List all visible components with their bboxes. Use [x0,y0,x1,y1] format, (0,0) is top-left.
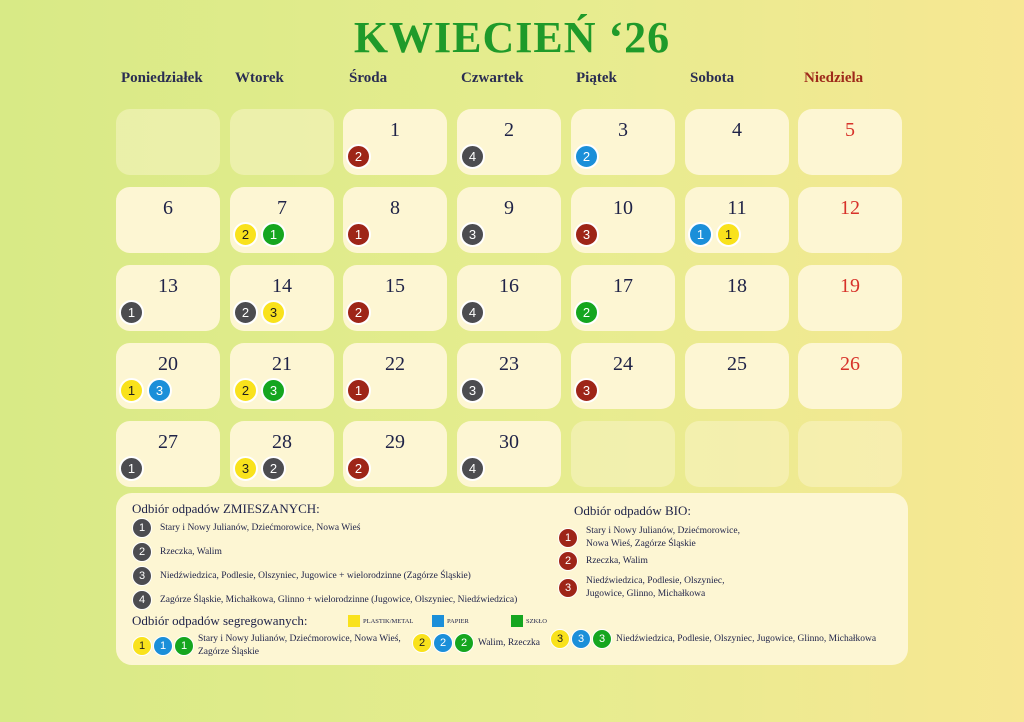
paper-collection-badge: 1 [153,636,173,656]
glass-collection-badge: 2 [574,300,599,325]
day-cell [798,265,902,331]
collection-badges [119,300,144,325]
mixed-legend-item [132,542,222,562]
day-cell [343,343,447,409]
day-cell [457,421,561,487]
day-number: 22 [385,353,405,375]
paper-collection-badge: 3 [147,378,172,403]
day-number: 24 [613,353,633,375]
day-number: 12 [840,197,860,219]
day-cell [116,421,220,487]
day-cell [457,343,561,409]
glass-collection-badge: 3 [261,378,286,403]
segregated-badges [550,629,612,649]
weekday-header: Wtorek [235,70,284,86]
day-cell [457,109,561,175]
plastic-collection-badge: 2 [233,378,258,403]
bio-collection-badge: 1 [346,378,371,403]
collection-badges [346,378,371,403]
weekday-header: Piątek [576,70,617,86]
segregated-legend-item [132,633,401,659]
bio-collection-badge: 2 [346,300,371,325]
day-number: 14 [272,275,292,297]
day-number: 27 [158,431,178,453]
segregated-legend-item [412,633,540,653]
page-title: KWIECIEŃ ‘26 [353,13,671,62]
day-number: 5 [845,119,855,141]
paper-collection-badge: 1 [688,222,713,247]
collection-badges [574,144,599,169]
mixed-collection-badge: 4 [460,300,485,325]
bio-collection-badge: 1 [346,222,371,247]
collection-badges [346,222,371,247]
day-number: 3 [618,119,628,141]
legend-text-line: Rzeczka, Walim [586,555,648,566]
day-cell [230,343,334,409]
paper-collection-badge: 3 [571,629,591,649]
collection-badges [233,300,286,325]
mixed-legend-item [132,590,517,610]
day-number: 13 [158,275,178,297]
day-cell [230,265,334,331]
plastic-collection-badge: 3 [233,456,258,481]
segregated-badges [132,636,194,656]
mixed-waste-heading: Odbiór odpadów ZMIESZANYCH: [132,501,320,516]
legend-text [478,637,540,650]
empty-day-cell [685,421,789,487]
legend-text: Niedźwiedzica, Podlesie, Olszyniec, Jugowice + wielorodzinne (Zagórze Śląskie) [160,570,471,581]
segregated-waste-heading: Odbiór odpadów segregowanych: [132,613,308,628]
day-cell [685,265,789,331]
legend-text-line: Zagórze Śląskie [198,647,259,657]
empty-day-cell [116,109,220,175]
legend-text-line: Stary i Nowy Julianów, Dziećmorowice, [586,526,740,536]
plastic-collection-badge: 1 [716,222,741,247]
collection-badges [460,144,485,169]
legend-text: Rzeczka, Walim [160,546,222,557]
plastic-collection-badge: 1 [119,378,144,403]
legend-text: Stary i Nowy Julianów, Dziećmorowice, Nowa Wieś [160,522,361,533]
day-number: 21 [272,353,292,375]
mixed-collection-badge: 1 [132,518,152,538]
day-number: 11 [727,197,747,219]
glass-collection-badge: 1 [261,222,286,247]
day-number: 17 [613,275,633,297]
legend-text [198,633,401,659]
mixed-legend-item [132,566,471,586]
glass-collection-badge: 1 [174,636,194,656]
collection-badges [574,378,599,403]
bio-legend-item [558,575,725,601]
glass-collection-badge: 3 [592,629,612,649]
plastic-collection-badge: 2 [412,633,432,653]
plastic-collection-badge: 2 [233,222,258,247]
day-number: 28 [272,431,292,453]
bio-waste-heading: Odbiór odpadów BIO: [574,503,691,518]
collection-badges [119,456,144,481]
collection-badges [460,456,485,481]
day-cell [571,265,675,331]
day-number: 26 [840,353,860,375]
paper-color-swatch [432,615,444,627]
weekday-header: Poniedziałek [121,70,203,86]
mixed-collection-badge: 4 [132,590,152,610]
collection-badges [460,378,485,403]
plastic-collection-badge: 3 [550,629,570,649]
day-number: 1 [390,119,400,141]
legend-text-line: Walim, Rzeczka [478,637,541,648]
mixed-collection-badge: 1 [119,456,144,481]
legend-text: Zagórze Śląskie, Michałkowa, Glinno + wielorodzinne (Jugowice, Olszyniec, Niedźwiedzica) [160,594,518,605]
day-number: 25 [727,353,747,375]
paper-collection-badge: 2 [433,633,453,653]
bio-legend-item [558,551,648,571]
glass-collection-badge: 2 [454,633,474,653]
day-cell [571,109,675,175]
day-number: 2 [504,119,514,141]
day-number: 19 [840,275,860,297]
day-number: 16 [499,275,519,297]
collection-badges [688,222,741,247]
day-cell [457,265,561,331]
legend-text-line: Stary i Nowy Julianów, Dziećmorowice, Nowa Wieś, [198,634,401,644]
day-cell [116,187,220,253]
weekday-header: Czwartek [461,70,524,86]
mixed-collection-badge: 2 [233,300,258,325]
day-cell [798,187,902,253]
bio-collection-badge: 2 [346,144,371,169]
bio-collection-badge: 2 [346,456,371,481]
day-cell [343,421,447,487]
mixed-legend-item [132,518,360,538]
paper-collection-badge: 2 [574,144,599,169]
mixed-collection-badge: 3 [460,222,485,247]
legend-panel [116,493,908,665]
collection-badges [460,222,485,247]
mixed-collection-badge: 3 [460,378,485,403]
collection-badges [574,300,599,325]
legend-text [586,575,725,601]
collection-badges [346,144,371,169]
legend-text-line: Jugowice, Glinno, Michałkowa [586,589,706,599]
legend-text-line: Niedźwiedzica, Podlesie, Olszyniec, [586,576,725,586]
day-cell [343,109,447,175]
plastic-label: PLASTIK/METAL [363,618,414,625]
day-cell [798,343,902,409]
collection-badges [119,378,172,403]
bio-collection-badge: 3 [558,578,578,598]
day-cell [116,265,220,331]
day-number: 8 [390,197,400,219]
day-cell [116,343,220,409]
day-cell [343,187,447,253]
day-cell [343,265,447,331]
day-number: 20 [158,353,178,375]
bio-collection-badge: 3 [574,222,599,247]
legend-text [586,555,648,568]
empty-day-cell [798,421,902,487]
day-number: 30 [499,431,519,453]
bio-collection-badge: 3 [574,378,599,403]
weekday-header: Środa [349,70,388,86]
mixed-collection-badge: 2 [132,542,152,562]
plastic-color-swatch [348,615,360,627]
plastic-collection-badge: 3 [261,300,286,325]
day-number: 29 [385,431,405,453]
legend-text-line: Niedźwiedzica, Podlesie, Olszyniec, Jugowice, Glinno, Michałkowa [616,633,877,644]
day-cell [571,343,675,409]
day-cell [230,421,334,487]
day-cell [457,187,561,253]
glass-label: SZKŁO [526,618,547,625]
weekday-header: Niedziela [804,70,864,86]
day-number: 6 [163,197,173,219]
collection-badges [346,456,371,481]
legend-text [616,633,876,646]
day-cell [230,187,334,253]
plastic-collection-badge: 1 [132,636,152,656]
collection-badges [346,300,371,325]
day-number: 9 [504,197,514,219]
legend-text-line: Nowa Wieś, Zagórze Śląskie [586,539,696,549]
day-number: 10 [613,197,633,219]
collection-badges [460,300,485,325]
day-cell [685,343,789,409]
day-cell [571,187,675,253]
mixed-collection-badge: 4 [460,456,485,481]
day-number: 18 [727,275,747,297]
weekday-header: Sobota [690,70,735,86]
mixed-collection-badge: 4 [460,144,485,169]
collection-badges [233,378,286,403]
day-number: 7 [277,197,287,219]
collection-badges [233,222,286,247]
legend-text [586,525,740,551]
day-number: 4 [732,119,742,141]
collection-badges [574,222,599,247]
mixed-collection-badge: 1 [119,300,144,325]
empty-day-cell [230,109,334,175]
day-number: 15 [385,275,405,297]
glass-color-swatch [511,615,523,627]
mixed-collection-badge: 2 [261,456,286,481]
day-number: 23 [499,353,519,375]
bio-collection-badge: 2 [558,551,578,571]
day-cell [798,109,902,175]
empty-day-cell [571,421,675,487]
paper-label: PAPIER [447,618,469,625]
segregated-legend-item [550,629,876,649]
collection-badges [233,456,286,481]
day-cell [685,187,789,253]
day-cell [685,109,789,175]
bio-collection-badge: 1 [558,528,578,548]
bio-legend-item [558,525,740,551]
mixed-collection-badge: 3 [132,566,152,586]
segregated-badges [412,633,474,653]
